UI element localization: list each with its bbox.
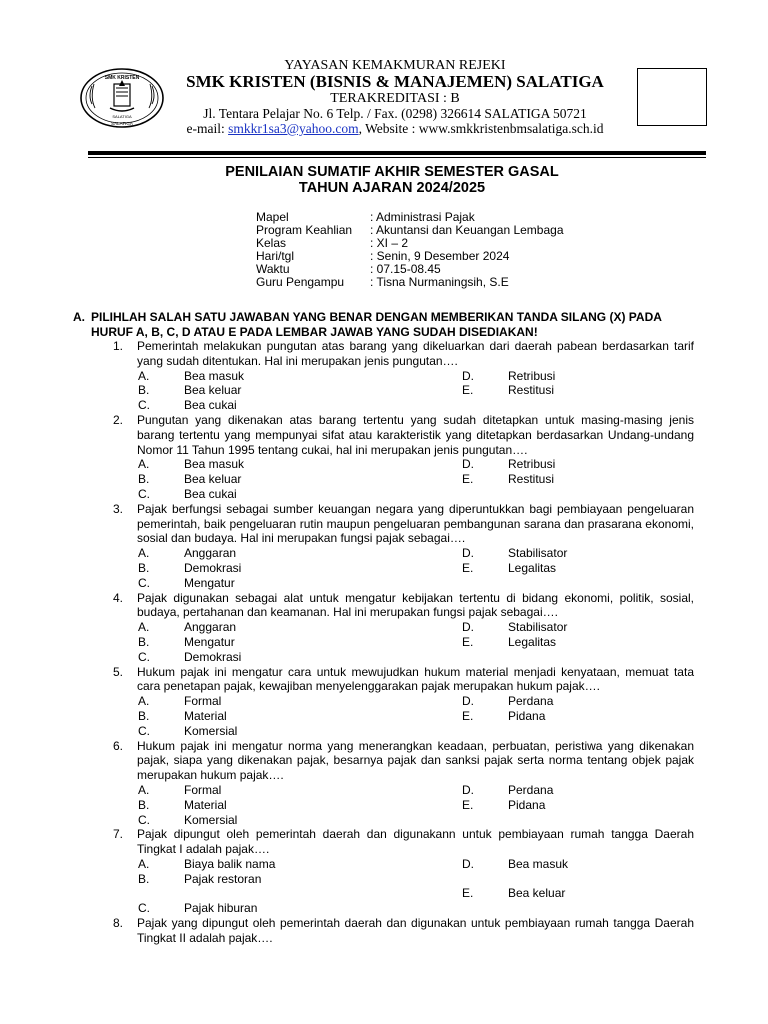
option-letter: D. <box>462 694 474 709</box>
option-text: Stabilisator <box>508 620 568 635</box>
option-row <box>0 650 768 665</box>
meta-row <box>256 224 564 237</box>
option-letter: D. <box>462 856 474 871</box>
option-text: Mengatur <box>184 575 235 590</box>
letterhead <box>160 58 630 136</box>
option-row <box>0 813 768 828</box>
exam-title-line1: PENILAIAN SUMATIF AKHIR SEMESTER GASAL <box>225 164 559 180</box>
meta-value: : Akuntansi dan Keuangan Lembaga <box>370 223 564 237</box>
option-text: Bea keluar <box>184 383 242 398</box>
option-text: Legalitas <box>508 634 557 649</box>
foundation-name: YAYASAN KEMAKMURAN REJEKI <box>284 58 506 73</box>
question-number: 4. <box>113 590 124 605</box>
option-text: Bea masuk <box>184 457 245 472</box>
option-letter: A. <box>138 457 150 472</box>
option-letter: C. <box>138 398 150 413</box>
meta-label: Waktu <box>256 262 290 276</box>
option-text: Retribusi <box>508 457 556 472</box>
question-text: Pemerintah melakukan pungutan atas barang yang dikeluarkan dari daerah pabean berdasarkan tarif yang sudah ditentukan. Hal ini merupakan jenis pungutan…. <box>137 339 694 368</box>
option-letter: E. <box>462 708 474 723</box>
question-item <box>0 413 768 457</box>
question-text: Hukum pajak ini mengatur norma yang menerangkan keadaan, perbuatan, peristiwa yang dikenakan pajak, siapa yang dikenakan pajak, besarnya pajak dan sanksi pajak serta norma tentang objek pajak merupakan hukum pajak…. <box>137 738 694 783</box>
question-item <box>0 502 768 546</box>
question-item <box>0 916 768 946</box>
email-label: e-mail: <box>186 121 229 136</box>
option-letter: C. <box>138 649 150 664</box>
option-letter: E. <box>462 560 474 575</box>
option-text: Perdana <box>508 694 554 709</box>
option-letter: D. <box>462 546 474 561</box>
option-letter: A. <box>138 620 150 635</box>
option-letter: A. <box>138 546 150 561</box>
question-item <box>0 827 768 857</box>
option-text: Restitusi <box>508 472 555 487</box>
meta-value: : Administrasi Pajak <box>370 210 475 224</box>
email-link[interactable]: smkkr1sa3@yahoo.com <box>228 121 359 136</box>
question-list <box>0 339 768 946</box>
option-text: Komersial <box>184 812 238 827</box>
option-text: Bea masuk <box>508 856 569 871</box>
exam-code-box <box>637 68 707 126</box>
section-instruction <box>73 310 695 340</box>
question-text: Pungutan yang dikenakan atas barang tertentu yang sudah ditetapkan untuk masing-masing jenis barang tertentu yang mempunyai sifat atau karakteristik yang ditetapkan berdasarkan Undang-undang Nomor 11 Tahun 1995 tentang cukai, hal ini merupakan jenis pungutan…. <box>137 412 694 457</box>
option-text: Bea cukai <box>184 486 237 501</box>
option-letter: D. <box>462 457 474 472</box>
question-number: 3. <box>113 501 124 516</box>
option-letter: B. <box>138 383 150 398</box>
option-row <box>0 398 768 413</box>
option-row <box>0 383 768 398</box>
option-text: Mengatur <box>184 634 235 649</box>
option-text: Legalitas <box>508 560 557 575</box>
option-letter: B. <box>138 560 150 575</box>
option-letter: A. <box>138 694 150 709</box>
meta-value: : 07.15-08.45 <box>370 262 441 276</box>
option-letter: D. <box>462 368 474 383</box>
option-row <box>0 709 768 724</box>
question-item <box>0 591 768 621</box>
option-letter: C. <box>138 812 150 827</box>
option-text: Demokrasi <box>184 560 242 575</box>
option-row <box>0 576 768 591</box>
section-letter: A. <box>73 310 85 324</box>
option-row <box>0 886 768 901</box>
option-text: Demokrasi <box>184 649 242 664</box>
option-text: Pidana <box>508 797 546 812</box>
question-item <box>0 339 768 369</box>
question-number: 1. <box>113 339 124 353</box>
option-letter: E. <box>462 472 474 487</box>
option-row <box>0 369 768 384</box>
option-row <box>0 798 768 813</box>
option-letter: B. <box>138 797 150 812</box>
option-letter: E. <box>462 634 474 649</box>
option-text: Retribusi <box>508 368 556 383</box>
option-row <box>0 857 768 872</box>
option-text: Pajak hiburan <box>184 901 258 916</box>
school-address: Jl. Tentara Pelajar No. 6 Telp. / Fax. (0298) 326614 SALATIGA 50721 <box>203 106 587 121</box>
question-number: 2. <box>113 412 124 427</box>
meta-label: Kelas <box>256 236 287 250</box>
question-item <box>0 739 768 783</box>
option-text: Material <box>184 708 227 723</box>
option-letter: A. <box>138 782 150 797</box>
option-row <box>0 724 768 739</box>
option-row <box>0 620 768 635</box>
option-letter: C. <box>138 723 150 738</box>
option-letter: B. <box>138 634 150 649</box>
option-text: Bea masuk <box>184 368 245 383</box>
option-letter: B. <box>138 708 150 723</box>
question-number: 7. <box>113 827 124 842</box>
school-logo <box>78 66 166 130</box>
option-letter: E. <box>462 797 474 812</box>
option-row <box>0 694 768 709</box>
option-row <box>0 872 768 887</box>
logo-top-text: SMK KRISTEN <box>104 75 140 81</box>
meta-label: Mapel <box>256 210 289 224</box>
exam-title-line2: TAHUN AJARAN 2024/2025 <box>298 180 486 196</box>
website-text: , Website : www.smkkristenbmsalatiga.sch.id <box>358 121 604 136</box>
question-number: 6. <box>113 738 124 753</box>
option-text: Anggaran <box>184 620 237 635</box>
option-text: Komersial <box>184 723 238 738</box>
option-row <box>0 546 768 561</box>
option-text: Anggaran <box>184 546 237 561</box>
question-text: Pajak berfungsi sebagai sumber keuangan negara yang diperuntukkan bagi pembiayaan pengeluaran pemerintah, baik pengeluaran rutin maupun pengeluaran pembangunan sarana dan prasarana ekonomi, sosial dan budaya. Hal ini merupakan fungsi pajak sebagai…. <box>137 501 694 546</box>
meta-label: Program Keahlian <box>256 223 353 237</box>
section-text: PILIHLAH SALAH SATU JAWABAN YANG BENAR DENGAN MEMBERIKAN TANDA SILANG (X) PADA HURUF A, B, C, D ATAU E PADA LEMBAR JAWAB YANG SUDAH DISEDIAKAN! <box>91 310 662 339</box>
option-letter: A. <box>138 856 150 871</box>
option-row <box>0 487 768 502</box>
option-row <box>0 783 768 798</box>
option-letter: C. <box>138 575 150 590</box>
option-letter: E. <box>462 383 474 398</box>
header-divider-thin <box>88 157 706 158</box>
meta-value: : Senin, 9 Desember 2024 <box>370 249 510 263</box>
option-letter: A. <box>138 368 150 383</box>
option-row <box>0 635 768 650</box>
option-row <box>0 901 768 916</box>
meta-label: Hari/tgl <box>256 249 295 263</box>
meta-row <box>256 276 564 289</box>
meta-label: Guru Pengampu <box>256 275 345 289</box>
accreditation: TERAKREDITASI : B <box>330 91 460 106</box>
option-letter: D. <box>462 782 474 797</box>
option-text: Material <box>184 797 227 812</box>
school-contact <box>160 121 630 136</box>
question-number: 5. <box>113 664 124 679</box>
exam-meta <box>256 211 564 289</box>
option-text: Bea keluar <box>508 886 566 901</box>
option-text: Perdana <box>508 782 554 797</box>
question-item <box>0 665 768 695</box>
option-text: Bea cukai <box>184 398 237 413</box>
logo-bottom-text: SALATIGA <box>111 121 133 126</box>
meta-value: : Tisna Nurmaningsih, S.E <box>370 275 509 289</box>
option-text: Restitusi <box>508 383 555 398</box>
option-text: Stabilisator <box>508 546 568 561</box>
question-text: Pajak yang dipungut oleh pemerintah daerah dan digunakan untuk pembiayaan rumah tangga Daerah Tingkat II adalah pajak…. <box>137 916 694 945</box>
header-divider <box>88 151 706 155</box>
exam-title <box>88 164 696 196</box>
question-text: Hukum pajak ini mengatur cara untuk mewujudkan hukum material menjadi kenyataan, memuat tata cara penetapan pajak, kewajiban menyelenggarakan pajak merupakan hukum pajak…. <box>137 664 694 694</box>
question-text: Pajak dipungut oleh pemerintah daerah dan digunakann untuk pembiayaan rumah tangga Daerah Tingkat I adalah pajak…. <box>137 827 694 857</box>
school-name: SMK KRISTEN (BISNIS & MANAJEMEN) SALATIGA <box>186 72 604 91</box>
meta-value: : XI – 2 <box>370 236 409 250</box>
option-letter: C. <box>138 901 150 916</box>
option-row <box>0 472 768 487</box>
option-text: Pidana <box>508 708 546 723</box>
question-text: Pajak digunakan sebagai alat untuk mengatur kebijakan tertentu di bidang ekonomi, politik, sosial, budaya, pertahanan dan keamanan. Hal ini merupakan fungsi pajak sebagai…. <box>137 590 694 620</box>
option-letter: E. <box>462 886 474 901</box>
option-letter: B. <box>138 472 150 487</box>
option-letter: D. <box>462 620 474 635</box>
option-letter: C. <box>138 486 150 501</box>
option-text: Pajak restoran <box>184 871 262 886</box>
option-text: Formal <box>184 782 222 797</box>
option-row <box>0 561 768 576</box>
option-text: Formal <box>184 694 222 709</box>
option-text: Bea keluar <box>184 472 242 487</box>
option-row <box>0 457 768 472</box>
option-letter: B. <box>138 871 150 886</box>
question-number: 8. <box>113 916 124 931</box>
logo-mid-text: SALATIGA <box>112 114 132 119</box>
option-text: Biaya balik nama <box>184 856 276 871</box>
